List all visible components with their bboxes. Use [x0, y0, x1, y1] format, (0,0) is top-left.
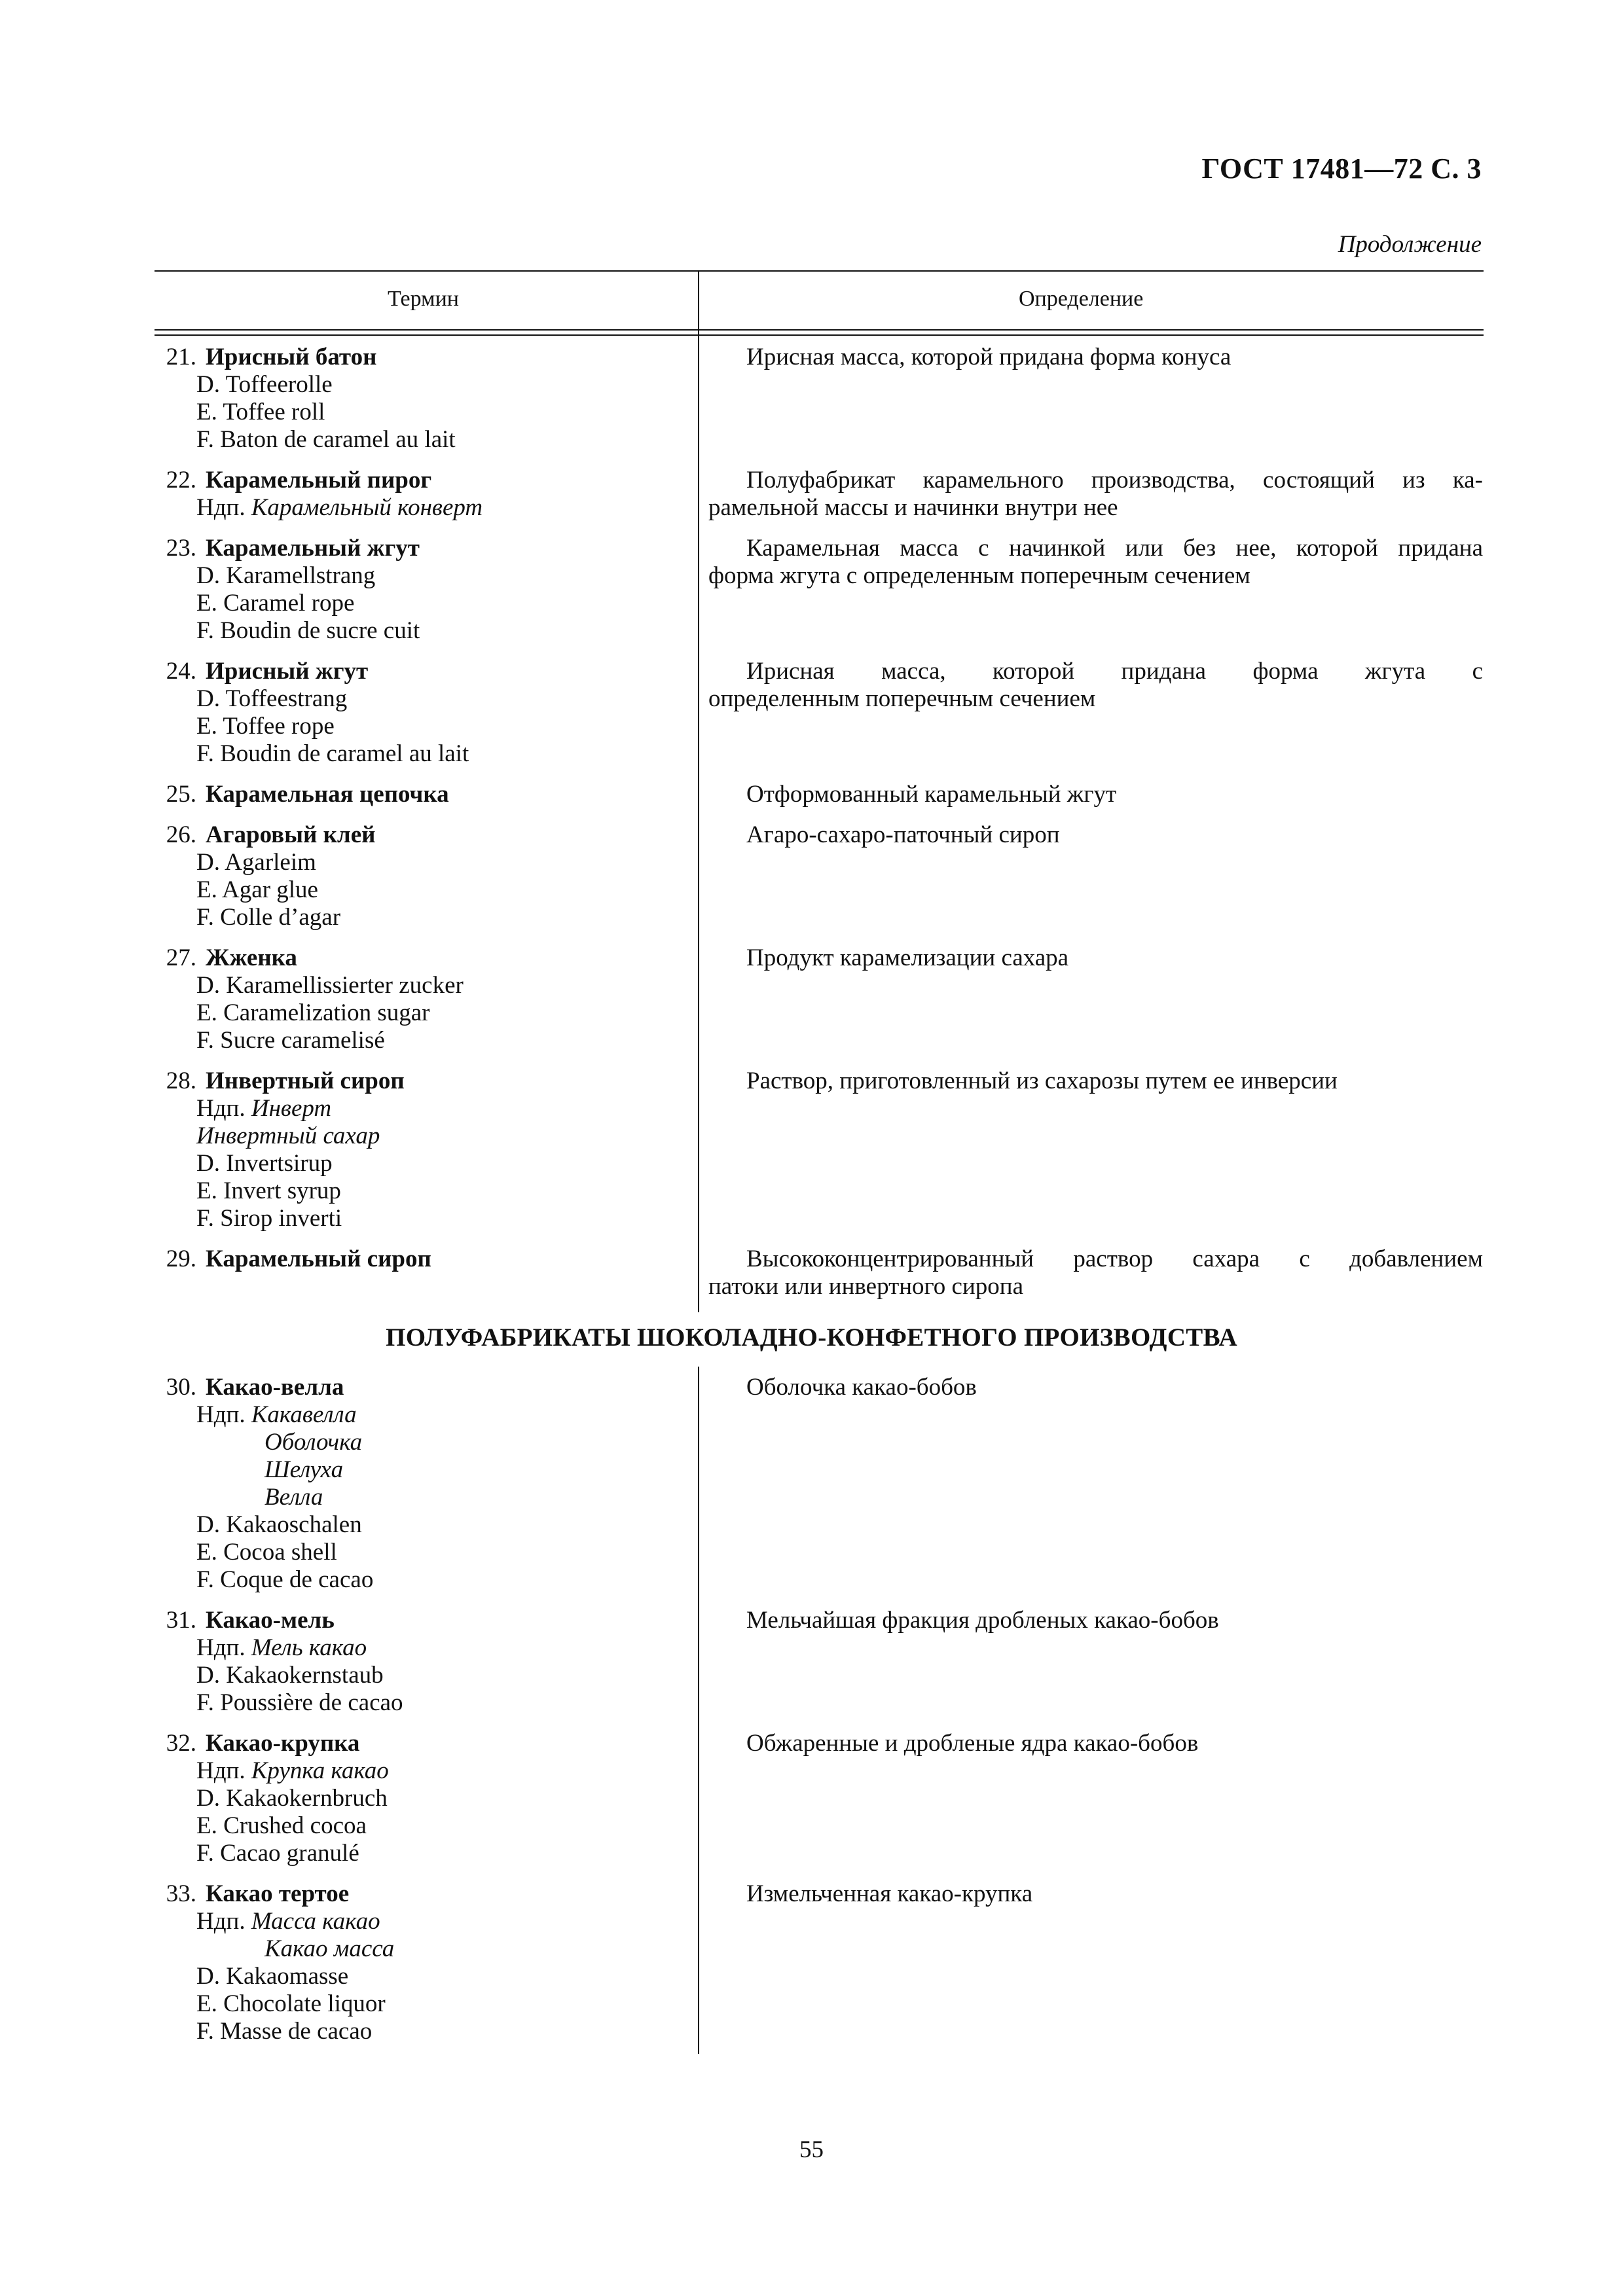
- foreign-equivalent: E. Invert syrup: [196, 1177, 341, 1204]
- ndp-label: Ндп.: [196, 1757, 246, 1784]
- term-title-line: [166, 1880, 652, 1908]
- non-recommended-term-line: [196, 1908, 652, 1935]
- term-number: 33.: [166, 1880, 196, 1907]
- term-cell: [155, 1730, 652, 1867]
- term-title-line: [166, 344, 652, 371]
- non-recommended-term-line: [196, 1935, 652, 1963]
- term-number: 26.: [166, 821, 196, 848]
- definition-text: Ирисная масса, которой придана форма конуса: [746, 344, 1231, 370]
- term-number: 21.: [166, 344, 196, 370]
- term-entry: [155, 1607, 1484, 1717]
- header-double-rule-bottom: [155, 334, 1484, 336]
- term-title-line: [166, 1730, 652, 1757]
- term-name: Карамельный сироп: [206, 1246, 431, 1272]
- term-number: 32.: [166, 1730, 196, 1757]
- non-recommended-term: Крупка какао: [251, 1757, 389, 1784]
- foreign-equivalent: E. Agar glue: [196, 876, 318, 903]
- section-heading: ПОЛУФАБРИКАТЫ ШОКОЛАДНО-КОНФЕТНОГО ПРОИЗВОДСТВА: [386, 1323, 1237, 1352]
- non-recommended-term-line: [196, 1757, 652, 1785]
- term-name: Какао тертое: [206, 1880, 350, 1907]
- term-name: Ирисный батон: [206, 344, 377, 370]
- definition-cell: [708, 821, 1483, 849]
- foreign-equivalent: E. Cocoa shell: [196, 1539, 337, 1566]
- term-cell: [155, 1246, 652, 1273]
- foreign-equivalent: F. Boudin de sucre cuit: [196, 617, 420, 644]
- term-title-line: [166, 1246, 652, 1273]
- definition-cell: [708, 1374, 1483, 1401]
- ndp-label: Ндп.: [196, 1634, 246, 1661]
- foreign-equivalent: D. Kakaokernbruch: [196, 1785, 388, 1812]
- non-recommended-term: Какао масса: [264, 1935, 395, 1962]
- non-recommended-term: Мель какао: [251, 1634, 367, 1661]
- term-cell: [155, 821, 652, 931]
- definition-cell: [708, 344, 1483, 371]
- term-entry: [155, 1246, 1484, 1300]
- non-recommended-term: Инвертный сахар: [196, 1122, 380, 1149]
- foreign-equivalent: F. Cacao granulé: [196, 1840, 359, 1867]
- table-top-rule: [155, 270, 1484, 272]
- definition-text: Полуфабрикат карамельного производства, состоящий из ка-: [746, 467, 1483, 493]
- column-header-definition: Определение: [1019, 287, 1144, 311]
- term-cell: [155, 1880, 652, 2045]
- non-recommended-term: Карамельный конверт: [251, 494, 483, 521]
- foreign-equivalent: D. Karamellstrang: [196, 562, 376, 589]
- term-number: 28.: [166, 1067, 196, 1094]
- term-cell: [155, 1607, 652, 1717]
- definition-cell: [708, 1730, 1483, 1757]
- definition-text: Ирисная масса, которой придана форма жгута с: [746, 658, 1483, 685]
- definition-text: патоки или инвертного сиропа: [708, 1273, 1023, 1300]
- document-header: ГОСТ 17481—72 С. 3: [1201, 152, 1482, 185]
- term-number: 27.: [166, 944, 196, 971]
- foreign-equivalent: F. Poussière de cacao: [196, 1689, 403, 1716]
- ndp-label: Ндп.: [196, 494, 246, 521]
- foreign-equivalent: F. Sucre caramelisé: [196, 1027, 385, 1054]
- non-recommended-term: Шелуха: [264, 1456, 344, 1483]
- foreign-equivalent: F. Boudin de caramel au lait: [196, 740, 469, 767]
- definition-text: Продукт карамелизации сахара: [746, 944, 1069, 971]
- foreign-equivalent: F. Masse de cacao: [196, 2018, 373, 2045]
- term-name: Какао-крупка: [206, 1730, 360, 1757]
- term-cell: [155, 535, 652, 645]
- table-section-caramel: [155, 344, 1484, 1300]
- term-cell: [155, 344, 652, 454]
- term-entry: [155, 821, 1484, 931]
- term-entry: [155, 658, 1484, 768]
- term-title-line: [166, 821, 652, 849]
- foreign-equivalent: E. Caramel rope: [196, 590, 355, 617]
- column-header-term: Термин: [388, 287, 459, 311]
- term-entry: [155, 1067, 1484, 1232]
- definition-text: Агаро-сахаро-паточный сироп: [746, 821, 1060, 848]
- non-recommended-term-line: [196, 1456, 652, 1484]
- term-number: 25.: [166, 781, 196, 808]
- definition-text: Карамельная масса с начинкой или без нее, которой придана: [746, 535, 1483, 562]
- foreign-equivalent: F. Coque de cacao: [196, 1566, 374, 1593]
- definition-cell: [708, 1246, 1483, 1300]
- term-number: 24.: [166, 658, 196, 685]
- term-entry: [155, 781, 1484, 808]
- table-section-chocolate: [155, 1374, 1484, 2045]
- non-recommended-term: Оболочка: [264, 1429, 363, 1456]
- definition-text: Мельчайшая фракция дробленых какао-бобов: [746, 1607, 1219, 1634]
- term-cell: [155, 467, 652, 522]
- definition-text: Измельченная какао-крупка: [746, 1880, 1033, 1907]
- term-name: Ирисный жгут: [206, 658, 369, 685]
- foreign-equivalent: E. Caramelization sugar: [196, 999, 430, 1026]
- term-name: Агаровый клей: [206, 821, 376, 848]
- term-cell: [155, 944, 652, 1054]
- definition-text: Высококонцентрированный раствор сахара с добавлением: [746, 1246, 1483, 1272]
- term-entry: [155, 467, 1484, 522]
- continuation-label: Продолжение: [1338, 231, 1482, 258]
- term-number: 31.: [166, 1607, 196, 1634]
- term-title-line: [166, 535, 652, 562]
- term-entry: [155, 944, 1484, 1054]
- foreign-equivalent: D. Toffeestrang: [196, 685, 348, 712]
- foreign-equivalent: D. Kakaokernstaub: [196, 1662, 384, 1689]
- definition-text: Оболочка какао-бобов: [746, 1374, 977, 1401]
- term-entry: [155, 1374, 1484, 1594]
- definition-cell: [708, 944, 1483, 972]
- foreign-equivalent: D. Toffeerolle: [196, 371, 333, 398]
- foreign-equivalent: F. Sirop inverti: [196, 1205, 342, 1232]
- foreign-equivalent: F. Colle d’agar: [196, 904, 341, 931]
- non-recommended-term-line: [196, 1095, 652, 1122]
- non-recommended-term: Какавелла: [251, 1401, 357, 1428]
- term-number: 29.: [166, 1246, 196, 1272]
- term-title-line: [166, 467, 652, 494]
- definition-text: рамельной массы и начинки внутри нее: [708, 494, 1118, 521]
- foreign-equivalent: D. Kakaomasse: [196, 1963, 349, 1990]
- ndp-label: Ндп.: [196, 1908, 246, 1935]
- foreign-equivalent: D. Kakaoschalen: [196, 1511, 362, 1538]
- term-cell: [155, 658, 652, 768]
- definition-text: Раствор, приготовленный из сахарозы путем ее инверсии: [746, 1067, 1338, 1094]
- page-number: 55: [799, 2136, 824, 2163]
- foreign-equivalent: E. Crushed cocoa: [196, 1812, 367, 1839]
- non-recommended-term-line: [196, 1429, 652, 1456]
- term-number: 30.: [166, 1374, 196, 1401]
- definition-text: форма жгута с определенным поперечным сечением: [708, 562, 1250, 589]
- non-recommended-term-line: [196, 1484, 652, 1511]
- term-title-line: [166, 944, 652, 972]
- definition-cell: [708, 781, 1483, 808]
- foreign-equivalent: E. Toffee roll: [196, 399, 325, 425]
- term-name: Какао-мель: [206, 1607, 335, 1634]
- non-recommended-term-line: [196, 1122, 652, 1150]
- term-title-line: [166, 1607, 652, 1634]
- term-name: Какао-велла: [206, 1374, 344, 1401]
- definition-cell: [708, 467, 1483, 522]
- ndp-label: Ндп.: [196, 1095, 246, 1122]
- term-name: Инвертный сироп: [206, 1067, 405, 1094]
- definition-cell: [708, 535, 1483, 590]
- foreign-equivalent: E. Chocolate liquor: [196, 1990, 386, 2017]
- term-name: Карамельный жгут: [206, 535, 420, 562]
- term-title-line: [166, 1067, 652, 1095]
- non-recommended-term-line: [196, 1401, 652, 1429]
- term-title-line: [166, 781, 652, 808]
- definition-cell: [708, 1067, 1483, 1095]
- ndp-label: Ндп.: [196, 1401, 246, 1428]
- term-title-line: [166, 658, 652, 685]
- term-number: 23.: [166, 535, 196, 562]
- non-recommended-term-line: [196, 1634, 652, 1662]
- definition-text: определенным поперечным сечением: [708, 685, 1096, 712]
- term-entry: [155, 535, 1484, 645]
- term-entry: [155, 1730, 1484, 1867]
- term-name: Жженка: [206, 944, 297, 971]
- definition-cell: [708, 1607, 1483, 1634]
- term-cell: [155, 1374, 652, 1594]
- definition-cell: [708, 1880, 1483, 1908]
- term-number: 22.: [166, 467, 196, 493]
- foreign-equivalent: D. Invertsirup: [196, 1150, 333, 1177]
- foreign-equivalent: F. Baton de caramel au lait: [196, 426, 456, 453]
- non-recommended-term-line: [196, 494, 652, 522]
- term-title-line: [166, 1374, 652, 1401]
- definition-text: Обжаренные и дробленые ядра какао-бобов: [746, 1730, 1199, 1757]
- term-name: Карамельный пирог: [206, 467, 432, 493]
- foreign-equivalent: D. Agarleim: [196, 849, 316, 876]
- term-cell: [155, 1067, 652, 1232]
- header-double-rule-top: [155, 329, 1484, 331]
- non-recommended-term: Велла: [264, 1484, 323, 1511]
- term-entry: [155, 344, 1484, 454]
- foreign-equivalent: D. Karamellissierter zucker: [196, 972, 464, 999]
- definition-text: Отформованный карамельный жгут: [746, 781, 1117, 808]
- non-recommended-term: Инверт: [251, 1095, 332, 1122]
- foreign-equivalent: E. Toffee rope: [196, 713, 335, 740]
- term-name: Карамельная цепочка: [206, 781, 449, 808]
- definition-cell: [708, 658, 1483, 713]
- term-cell: [155, 781, 652, 808]
- non-recommended-term: Масса какао: [251, 1908, 380, 1935]
- term-entry: [155, 1880, 1484, 2045]
